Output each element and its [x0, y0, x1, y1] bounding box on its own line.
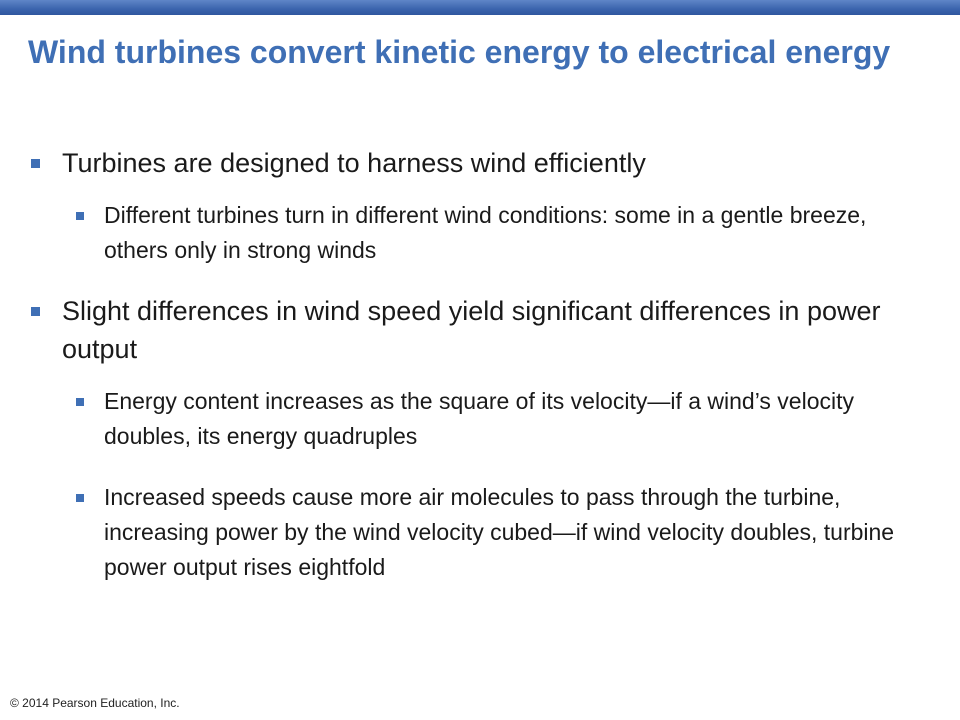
top-accent-bar — [0, 0, 960, 15]
bullet-item — [62, 292, 882, 368]
square-bullet-icon — [76, 212, 84, 220]
square-bullet-icon — [31, 307, 40, 316]
square-bullet-icon — [76, 398, 84, 406]
sub-bullet-text: Energy content increases as the square of its velocity—if a wind’s velocity doubles, its energy quadruples — [104, 388, 854, 449]
sub-bullet-text: Different turbines turn in different wind conditions: some in a gentle breeze, others only in strong winds — [104, 202, 867, 263]
bullet-text: Turbines are designed to harness wind efficiently — [62, 148, 646, 178]
slide-title: Wind turbines convert kinetic energy to electrical energy — [28, 34, 891, 70]
sub-bullet-item — [104, 480, 934, 585]
square-bullet-icon — [31, 159, 40, 168]
sub-bullet-text: Increased speeds cause more air molecules to pass through the turbine, increasing power by the wind velocity cubed—if wind velocity doubles, turbine power output rises eightfold — [104, 484, 895, 580]
bullet-item — [62, 144, 922, 182]
sub-bullet-item — [104, 384, 934, 454]
sub-bullet-item — [104, 198, 934, 268]
copyright-footer: © 2014 Pearson Education, Inc. — [10, 696, 180, 710]
square-bullet-icon — [76, 494, 84, 502]
bullet-text: Slight differences in wind speed yield significant differences in power output — [62, 296, 881, 364]
